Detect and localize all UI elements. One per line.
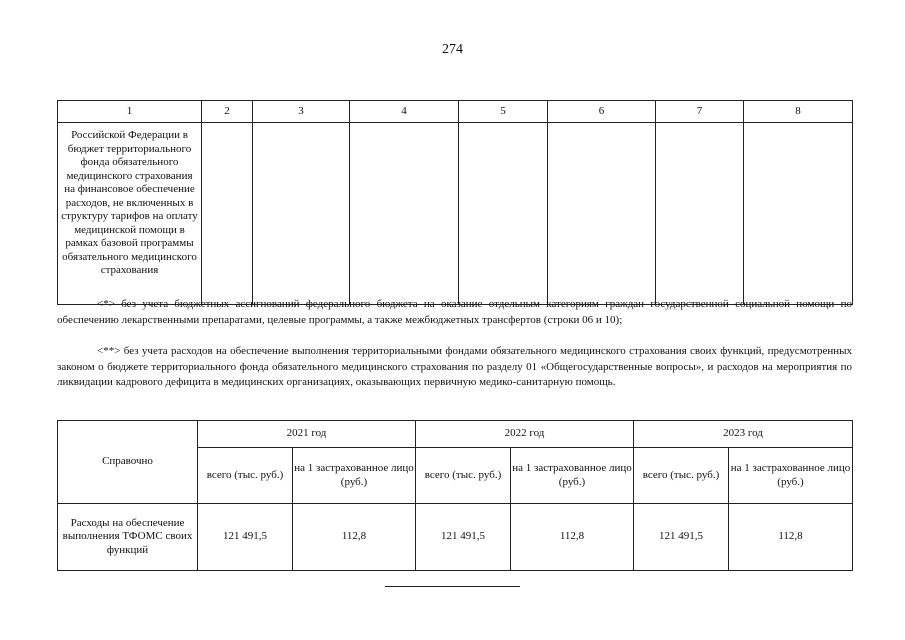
column-number: 7	[656, 101, 744, 123]
footnote-1: <*> без учета бюджетных ассигнований федерального бюджета на оказание отдельным категориям граждан государственной социальной помощи по обеспечению лекарственными препаратами, целевые программы, а также межбюджетных трансфертов (строки 06 и 10);	[57, 298, 852, 326]
table-row	[58, 504, 853, 571]
year-header: 2021 год	[198, 421, 416, 448]
footnote-2: <**> без учета расходов на обеспечение выполнения территориальными фондами обязательного медицинского страхования своих функций, предусмотренных законом о бюджете территориального фонда обязательного медицинского страхования по разделу 01 «Общегосударственные вопросы», и расходов на мероприятия по ликвидации кадрового дефицита в медицинских организациях, оказывающих первичную медико-санитарную помощь.	[57, 345, 852, 388]
reference-label: Справочно	[58, 421, 198, 504]
column-number: 6	[548, 101, 656, 123]
main-table	[57, 100, 853, 305]
subheader-per-insured: на 1 застрахованное лицо (руб.)	[293, 448, 416, 504]
year-header: 2022 год	[416, 421, 634, 448]
empty-cell	[656, 123, 744, 305]
column-number-row	[58, 101, 853, 123]
subheader-total: всего (тыс. руб.)	[198, 448, 293, 504]
subheader-total: всего (тыс. руб.)	[634, 448, 729, 504]
value-per-insured: 112,8	[511, 504, 634, 571]
value-per-insured: 112,8	[729, 504, 853, 571]
year-header-row	[58, 421, 853, 448]
column-number: 2	[202, 101, 253, 123]
empty-cell	[548, 123, 656, 305]
column-number: 1	[58, 101, 202, 123]
bottom-divider	[385, 586, 520, 587]
reference-table	[57, 420, 853, 571]
table-row	[58, 123, 853, 305]
page-number: 274	[442, 42, 463, 57]
empty-cell	[202, 123, 253, 305]
column-number: 4	[350, 101, 459, 123]
value-total: 121 491,5	[416, 504, 511, 571]
column-number: 5	[459, 101, 548, 123]
value-total: 121 491,5	[198, 504, 293, 571]
subheader-per-insured: на 1 застрахованное лицо (руб.)	[511, 448, 634, 504]
column-number: 3	[253, 101, 350, 123]
empty-cell	[459, 123, 548, 305]
empty-cell	[253, 123, 350, 305]
empty-cell	[744, 123, 853, 305]
column-number: 8	[744, 101, 853, 123]
empty-cell	[350, 123, 459, 305]
row-label: Расходы на обеспечение выполнения ТФОМС своих функций	[58, 504, 198, 571]
subheader-per-insured: на 1 застрахованное лицо (руб.)	[729, 448, 853, 504]
value-per-insured: 112,8	[293, 504, 416, 571]
row-description: Российской Федерации в бюджет территориального фонда обязательного медицинского страхования на финансовое обеспечение расходов, не включенных в структуру тарифов на оплату медицинской помощи в рамках базовой программы обязательного медицинского страхования	[58, 123, 202, 305]
subheader-total: всего (тыс. руб.)	[416, 448, 511, 504]
value-total: 121 491,5	[634, 504, 729, 571]
year-header: 2023 год	[634, 421, 853, 448]
